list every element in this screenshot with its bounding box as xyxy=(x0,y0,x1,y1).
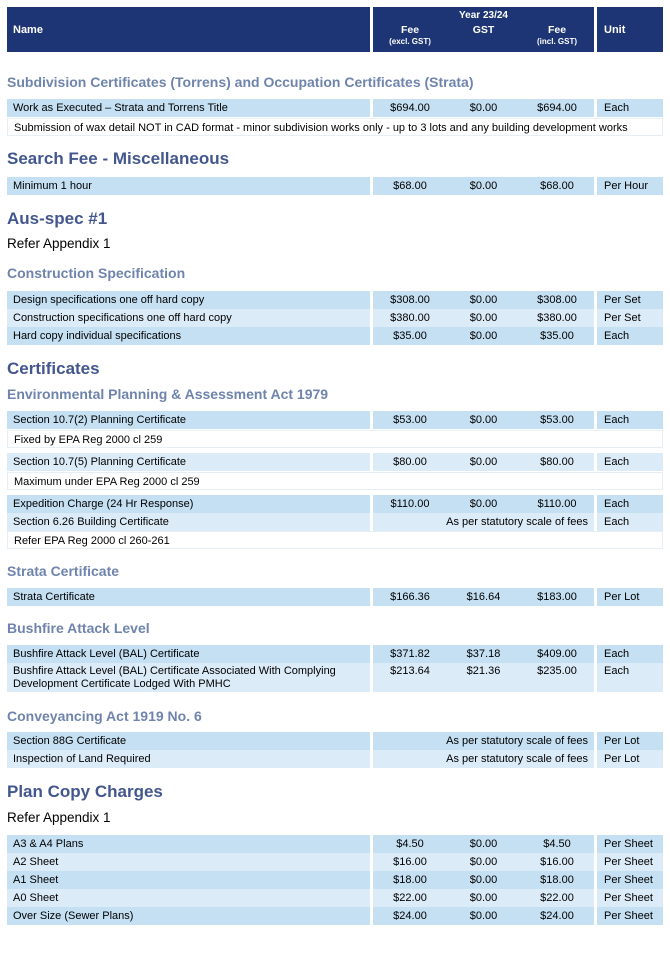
fee-row-note: Fixed by EPA Reg 2000 cl 259 xyxy=(7,430,663,448)
fee-row-name: Section 88G Certificate xyxy=(7,732,370,750)
fee-excl: $308.00 xyxy=(390,294,430,306)
gst-amount: $37.18 xyxy=(466,648,501,660)
fee-row-name: Strata Certificate xyxy=(7,588,370,606)
fee-excl: $80.00 xyxy=(393,456,427,468)
section-heading-plan-copy: Plan Copy Charges xyxy=(7,782,163,801)
fee-row-amounts xyxy=(373,835,594,853)
fee-excl: $35.00 xyxy=(393,330,427,342)
header-fee-incl: Fee (incl. GST) xyxy=(537,24,577,46)
fee-row-amounts xyxy=(373,663,594,692)
fee-row-name: A2 Sheet xyxy=(7,853,370,871)
gst-amount: $0.00 xyxy=(469,330,498,342)
fee-row-unit: Per Sheet xyxy=(597,853,663,871)
gst-amount: $0.00 xyxy=(469,856,498,868)
fee-row-unit: Per Sheet xyxy=(597,835,663,853)
statutory-fee-text: As per statutory scale of fees xyxy=(446,735,588,747)
header-unit-column: Unit xyxy=(597,7,663,52)
header-year-group xyxy=(373,7,594,52)
fee-row-unit: Each xyxy=(597,513,663,531)
fee-row-amounts xyxy=(373,495,594,513)
gst-amount: $0.00 xyxy=(469,414,498,426)
gst-amount: $0.00 xyxy=(469,892,498,904)
fee-excl: $53.00 xyxy=(393,414,427,426)
fee-row-name: Over Size (Sewer Plans) xyxy=(7,907,370,925)
fee-incl: $24.00 xyxy=(540,910,574,922)
fee-row-unit: Per Lot xyxy=(597,588,663,606)
fee-incl: $110.00 xyxy=(537,498,577,510)
fee-incl: $308.00 xyxy=(537,294,577,306)
section-heading-bushfire: Bushfire Attack Level xyxy=(7,620,150,636)
gst-amount: $0.00 xyxy=(469,498,498,510)
fee-row-name: A1 Sheet xyxy=(7,871,370,889)
fee-excl: $22.00 xyxy=(393,892,427,904)
fee-row-name: Section 10.7(5) Planning Certificate xyxy=(7,453,370,471)
fee-row-unit: Each xyxy=(597,645,663,663)
fee-row-amounts xyxy=(373,853,594,871)
section-heading-epa-act: Environmental Planning & Assessment Act 1979 xyxy=(7,386,329,402)
fee-excl: $213.64 xyxy=(390,665,430,677)
fee-row-amounts xyxy=(373,513,594,531)
fee-row-unit: Each xyxy=(597,327,663,345)
fee-row-note: Refer EPA Reg 2000 cl 260-261 xyxy=(7,531,663,549)
fee-row-amounts xyxy=(373,309,594,327)
fee-row-amounts xyxy=(373,291,594,309)
fee-row-unit: Each xyxy=(597,453,663,471)
fee-row-amounts xyxy=(373,588,594,606)
fee-row-note: Maximum under EPA Reg 2000 cl 259 xyxy=(7,472,663,490)
fee-row-amounts xyxy=(373,99,594,117)
fee-incl: $380.00 xyxy=(537,312,577,324)
fee-excl: $371.82 xyxy=(390,648,430,660)
fee-row-unit: Per Set xyxy=(597,291,663,309)
fee-row-name: A3 & A4 Plans xyxy=(7,835,370,853)
fee-excl: $380.00 xyxy=(390,312,430,324)
fee-row-amounts xyxy=(373,453,594,471)
gst-amount: $0.00 xyxy=(469,312,498,324)
refer-appendix-text: Refer Appendix 1 xyxy=(7,810,111,825)
fee-row-unit: Per Sheet xyxy=(597,907,663,925)
fee-row-name: Section 6.26 Building Certificate xyxy=(7,513,370,531)
fee-row-unit: Each xyxy=(597,411,663,429)
section-heading-subdivision: Subdivision Certificates (Torrens) and Occupation Certificates (Strata) xyxy=(7,74,474,90)
gst-amount: $0.00 xyxy=(469,838,498,850)
fee-row-name: Bushfire Attack Level (BAL) Certificate Associated With Complying Development Certificate Lodged With PMHC xyxy=(7,663,370,692)
fee-row-name: Inspection of Land Required xyxy=(7,750,370,768)
gst-amount: $0.00 xyxy=(469,102,498,114)
fee-row-name: Bushfire Attack Level (BAL) Certificate xyxy=(7,645,370,663)
fee-row-unit: Each xyxy=(597,99,663,117)
fee-excl: $694.00 xyxy=(390,102,430,114)
fee-incl: $18.00 xyxy=(540,874,574,886)
fee-row-amounts xyxy=(373,327,594,345)
fee-excl: $110.00 xyxy=(390,498,430,510)
fee-incl: $16.00 xyxy=(540,856,574,868)
fee-excl: $4.50 xyxy=(396,838,424,850)
fee-row-amounts xyxy=(373,889,594,907)
gst-amount: $0.00 xyxy=(469,910,498,922)
section-heading-ausspec: Aus-spec #1 xyxy=(7,209,108,228)
gst-amount: $21.36 xyxy=(466,665,501,677)
fee-excl: $16.00 xyxy=(393,856,427,868)
fee-incl: $53.00 xyxy=(540,414,574,426)
gst-amount: $0.00 xyxy=(469,874,498,886)
statutory-fee-text: As per statutory scale of fees xyxy=(446,516,588,528)
header-gst: GST xyxy=(472,24,495,36)
fee-row-name: Expedition Charge (24 Hr Response) xyxy=(7,495,370,513)
fee-incl: $183.00 xyxy=(537,591,577,603)
fee-row-note: Submission of wax detail NOT in CAD format - minor subdivision works only - up to 3 lots and any building development works xyxy=(7,118,663,136)
header-name-column: Name xyxy=(7,7,370,52)
fee-row-unit: Each xyxy=(597,495,663,513)
header-fee-excl: Fee (excl. GST) xyxy=(389,24,431,46)
fee-row-name: Hard copy individual specifications xyxy=(7,327,370,345)
fee-row-unit: Per Lot xyxy=(597,732,663,750)
fee-incl: $4.50 xyxy=(543,838,571,850)
fee-row-name: A0 Sheet xyxy=(7,889,370,907)
fee-incl: $68.00 xyxy=(540,180,574,192)
fee-excl: $166.36 xyxy=(390,591,430,603)
section-heading-search-fee: Search Fee - Miscellaneous xyxy=(7,149,230,168)
statutory-fee-text: As per statutory scale of fees xyxy=(446,753,588,765)
section-heading-strata: Strata Certificate xyxy=(7,563,120,579)
fee-row-name: Work as Executed – Strata and Torrens Title xyxy=(7,99,370,117)
fee-row-amounts xyxy=(373,645,594,663)
fee-row-amounts xyxy=(373,907,594,925)
fee-excl: $24.00 xyxy=(393,910,427,922)
fee-excl: $68.00 xyxy=(393,180,427,192)
fee-incl: $22.00 xyxy=(540,892,574,904)
fee-row-amounts xyxy=(373,411,594,429)
fee-row-amounts xyxy=(373,732,594,750)
fee-row-name: Section 10.7(2) Planning Certificate xyxy=(7,411,370,429)
fee-row-unit: Per Sheet xyxy=(597,889,663,907)
fee-row-amounts xyxy=(373,871,594,889)
gst-amount: $0.00 xyxy=(469,294,498,306)
fee-incl: $235.00 xyxy=(537,665,577,677)
fee-row-unit: Per Hour xyxy=(597,177,663,195)
fee-row-unit: Each xyxy=(597,663,663,692)
fee-row-unit: Per Set xyxy=(597,309,663,327)
fee-row-unit: Per Sheet xyxy=(597,871,663,889)
section-heading-certificates: Certificates xyxy=(7,359,100,378)
gst-amount: $0.00 xyxy=(469,180,498,192)
fee-excl: $18.00 xyxy=(393,874,427,886)
section-heading-construction-spec: Construction Specification xyxy=(7,265,186,281)
gst-amount: $16.64 xyxy=(466,591,501,603)
fee-incl: $35.00 xyxy=(540,330,574,342)
fee-row-name: Construction specifications one off hard copy xyxy=(7,309,370,327)
gst-amount: $0.00 xyxy=(469,456,498,468)
fee-row-amounts xyxy=(373,177,594,195)
header-year: Year 23/24 xyxy=(459,10,508,21)
section-heading-conveyancing: Conveyancing Act 1919 No. 6 xyxy=(7,708,202,724)
fee-row-unit: Per Lot xyxy=(597,750,663,768)
fee-row-name: Design specifications one off hard copy xyxy=(7,291,370,309)
fee-row-name: Minimum 1 hour xyxy=(7,177,370,195)
fee-incl: $409.00 xyxy=(537,648,577,660)
refer-appendix-text: Refer Appendix 1 xyxy=(7,236,111,251)
fee-row-amounts xyxy=(373,750,594,768)
fee-incl: $80.00 xyxy=(540,456,574,468)
fee-incl: $694.00 xyxy=(537,102,577,114)
